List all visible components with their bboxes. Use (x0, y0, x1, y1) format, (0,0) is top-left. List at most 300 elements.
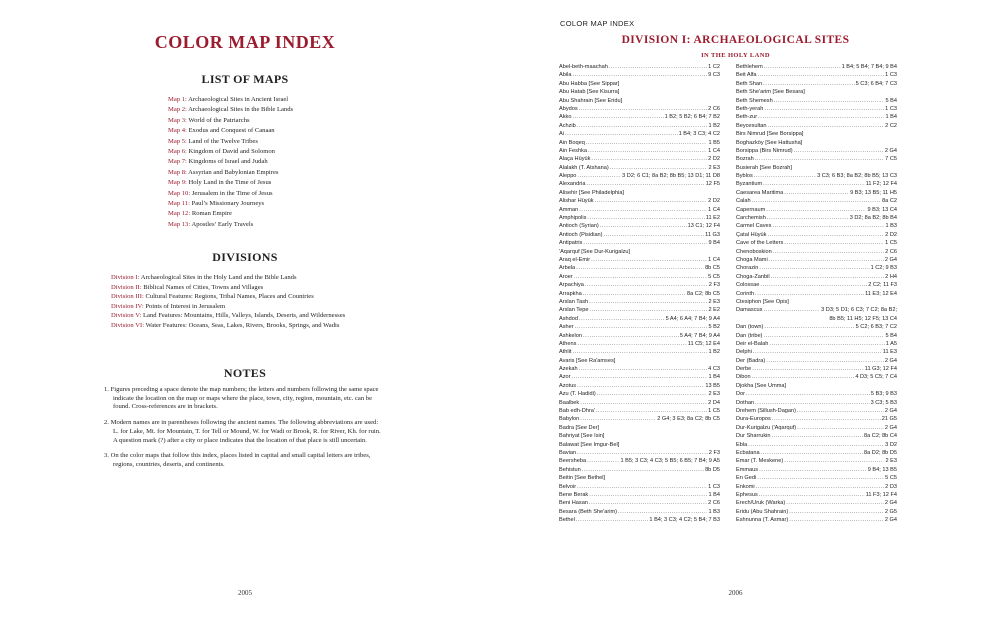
entry-name: Ain Feshka (559, 147, 587, 154)
entry-reference: 5 A4; 6 A4; 7 B4; 9 A4 (665, 315, 720, 322)
index-entry (559, 147, 720, 155)
index-entry (736, 373, 897, 381)
leader-dots (618, 508, 708, 516)
entry-name: Beth-yerah (736, 105, 764, 112)
entry-name: Bethlehem (736, 64, 763, 70)
division-list-item (111, 302, 411, 312)
entry-reference: 11 E3; 12 E4 (865, 290, 897, 297)
map-title: World of the Patriarchs (188, 116, 250, 124)
leader-dots (591, 155, 707, 163)
leader-dots (595, 197, 708, 205)
index-entry (559, 491, 720, 499)
index-entry (559, 222, 720, 230)
entry-reference: 2 E3 (885, 458, 897, 465)
division-list-item (111, 283, 411, 293)
note-item: 1. Figures preceding a space denote the map numbers; the letters and numbers following the same space indicate the location on the map or maps where the place, town, city, region, mountain, etc. can be found. Cross-references are in brackets. (104, 386, 379, 411)
entry-reference: 5 C2; 6 B3; 7 C2 (855, 324, 897, 331)
leader-dots (784, 189, 849, 197)
division-list-item (111, 292, 411, 302)
entry-name: Ashkelon (559, 332, 583, 339)
leader-dots (575, 323, 708, 331)
leader-dots (763, 80, 855, 88)
leader-dots (786, 499, 884, 507)
leader-dots (752, 365, 864, 373)
entry-reference: 8a D2; 8b D5 (864, 449, 897, 456)
leader-dots (784, 239, 884, 247)
division-label: Division III: (111, 293, 144, 301)
notes-list (104, 386, 384, 477)
index-entry (559, 382, 720, 390)
entry-name: Dan (tribe) (736, 332, 763, 339)
note-item: 2. Modern names are in parentheses following the ancient names. The following abbreviations are used: L. for Lake, Mt. for Mountain, T. for Tell or Mound, W. for Wadi or Brook, R. for River, Kh. for ruin. A question mark (?) after a city or place indicates that the location of that place is still uncertain. (104, 419, 381, 444)
entry-name: Beitin [See Bethel] (559, 475, 606, 482)
index-entry (736, 197, 897, 205)
leader-dots (583, 239, 707, 247)
leader-dots (763, 332, 884, 340)
entry-reference: 4 C3 (708, 366, 720, 373)
division-text: Points of Interest in Jerusalem (145, 302, 226, 310)
index-entry (736, 97, 897, 105)
entry-reference: 5 C5 (708, 273, 720, 280)
index-entry (559, 97, 720, 105)
entry-reference: 1 C4 (708, 256, 720, 263)
index-entry (559, 466, 720, 474)
entry-name: Ain Boqeq (559, 139, 585, 146)
leader-dots (789, 516, 884, 524)
leader-dots (797, 407, 884, 415)
index-entry (559, 499, 720, 507)
index-entry (559, 155, 720, 163)
entry-reference: 2 G4 (884, 256, 897, 263)
index-entry (736, 189, 897, 197)
entry-reference: 9 C3 (708, 72, 720, 79)
entry-reference: 2 F3 (708, 282, 720, 289)
leader-dots (577, 340, 686, 348)
map-title: Paul’s Missionary Journeys (191, 200, 265, 208)
index-entry (736, 432, 897, 440)
map-list-item (168, 178, 293, 188)
index-entry (559, 340, 720, 348)
index-entry (736, 88, 897, 96)
index-entry (736, 130, 897, 138)
leader-dots (772, 222, 884, 230)
leader-dots (756, 483, 885, 491)
left-page (0, 0, 490, 625)
entry-reference: 9 B4; 13 B5 (867, 466, 897, 473)
entry-name: Babylon (559, 416, 580, 423)
index-entry (736, 474, 897, 482)
index-entry (559, 415, 720, 423)
entry-reference: 1 B4 (885, 114, 897, 121)
entry-reference: 2 C6 (885, 248, 897, 255)
entry-name: Antioch (Pisidian) (559, 231, 603, 238)
index-entry (736, 357, 897, 365)
entry-reference: 2 G5 (884, 508, 897, 515)
map-list-item (168, 105, 293, 115)
entry-reference: 1 A5 (885, 340, 897, 347)
division-list-item (111, 321, 411, 331)
leader-dots (565, 130, 678, 138)
index-entry (736, 457, 897, 465)
entry-name: Amman (559, 206, 579, 213)
entry-name: 'Aqarquf [See Dur-Kurigalzu] (559, 248, 631, 255)
index-entry (559, 483, 720, 491)
entry-reference: 2 D2 (885, 231, 897, 238)
entry-reference: 1 B3 (708, 508, 720, 515)
entry-name: Ai (559, 131, 564, 138)
map-label: Map 8: (168, 168, 187, 176)
leader-dots (574, 273, 707, 281)
entry-reference: 13 B5 (705, 382, 720, 389)
entry-name: Belvoir (559, 483, 577, 490)
entry-name: Athens (559, 340, 577, 347)
index-entry (736, 239, 897, 247)
entry-reference: 1 C4 (708, 206, 720, 213)
leader-dots (763, 306, 820, 314)
leader-dots (579, 105, 708, 113)
entry-name: Bene Berak (559, 491, 589, 498)
entry-name: Boghazköy [See Hattusha] (736, 139, 803, 146)
index-entry (736, 415, 897, 423)
map-list-item (168, 157, 293, 167)
index-entry (559, 172, 720, 180)
map-title: Archaeological Sites in the Bible Lands (188, 106, 294, 114)
entry-name: Eshnunna (T. Asmar) (736, 517, 789, 524)
page-title: COLOR MAP INDEX (154, 32, 336, 52)
entry-name: Dur-Kurigalzu ('Aqarquf) (736, 424, 797, 431)
index-entry (559, 256, 720, 264)
map-label: Map 9: (168, 179, 187, 187)
entry-reference: 2 C6 (708, 105, 720, 112)
entry-name: Deir el-Balah (736, 340, 769, 347)
map-list-item (168, 199, 293, 209)
running-head: COLOR MAP INDEX (560, 19, 635, 28)
entry-name: Emmaus (736, 466, 759, 473)
entry-name: Ctesiphon [See Opis] (736, 298, 789, 305)
leader-dots (753, 348, 882, 356)
entry-reference: 9 B4 (708, 240, 720, 247)
index-entry (559, 441, 720, 449)
entry-name: Asher (559, 324, 574, 331)
entry-name: Alisehir [See Philadelphia] (559, 189, 624, 196)
entry-name: Abu Habba [See Sippar] (559, 80, 620, 87)
entry-reference: 11 G3; 12 F4 (864, 366, 897, 373)
entry-reference: 1 C5 (708, 408, 720, 415)
entry-reference: 5 B3; 9 B3 (870, 391, 897, 398)
entry-reference: 1 C5 (885, 240, 897, 247)
entry-reference: 2 E3 (708, 298, 720, 305)
entry-reference: 3 D2 (885, 441, 897, 448)
entry-name: Colossae (736, 282, 760, 289)
division-label: Division V: (111, 312, 142, 320)
entry-name: Dor (736, 391, 746, 398)
leader-dots (764, 323, 854, 331)
entry-reference: 11 F3; 12 F4 (865, 491, 897, 498)
entry-reference: 1 B2 (708, 349, 720, 356)
index-entry (736, 306, 897, 314)
entry-reference: 9 B3; 13 C4 (867, 206, 897, 213)
entry-name: Choga Mami (736, 256, 768, 263)
entry-name: Emar (T. Meskene) (736, 458, 784, 465)
entry-name: Borsippa (Birs Nimrud) (736, 147, 793, 154)
map-title: Land of the Twelve Tribes (188, 137, 258, 145)
entry-reference: 2 E2 (708, 307, 720, 314)
leader-dots (764, 63, 841, 71)
entry-reference: 7 C5 (885, 156, 897, 163)
leader-dots (585, 281, 708, 289)
index-entry (736, 206, 897, 214)
entry-name: Behistun (559, 466, 581, 473)
entry-reference: 2 G4 (884, 357, 897, 364)
index-entry (559, 332, 720, 340)
entry-name: Baalbek (559, 399, 580, 406)
index-entry (559, 290, 720, 298)
divisions-list (111, 273, 411, 331)
entry-reference: 2 G4; 3 E3; 8a C2; 8b C5 (657, 416, 720, 423)
index-entry (559, 80, 720, 88)
entry-name: Alaça Hüyük (559, 156, 591, 163)
entry-name: Bahriyat [See Isin] (559, 433, 605, 440)
leader-dots (760, 281, 867, 289)
entry-reference: 2 G4 (884, 408, 897, 415)
division-label: Division VI: (111, 321, 145, 329)
entry-name: Capernaum (736, 206, 766, 213)
entry-reference: 1 B5 (708, 139, 720, 146)
entry-reference: 9 B3; 13 B5; 11 H5 (850, 189, 897, 196)
index-entry (736, 63, 897, 71)
entry-reference: 8a C2; 8b C4 (864, 433, 897, 440)
entry-reference: 5 C3; 6 B4; 7 C3 (855, 80, 897, 87)
index-entry (559, 139, 720, 147)
leader-dots (752, 373, 855, 381)
entry-reference: 1 B4; 3 C3; 4 C2; 5 B4; 7 B3 (649, 517, 720, 524)
map-list (168, 95, 293, 230)
leader-dots (600, 222, 687, 230)
leader-dots (746, 390, 870, 398)
leader-dots (586, 139, 708, 147)
entry-name: En Gedi (736, 475, 757, 482)
index-entry (559, 105, 720, 113)
entry-name: Byzantium (736, 181, 763, 188)
entry-name: Beni Hasan (559, 500, 588, 507)
leader-dots (767, 231, 884, 239)
entry-name: Alexandria (559, 181, 586, 188)
index-entry (559, 164, 720, 172)
index-entry (559, 373, 720, 381)
leader-dots (772, 415, 881, 423)
leader-dots (758, 71, 885, 79)
leader-dots (586, 180, 704, 188)
index-entry (736, 323, 897, 331)
division-text: Water Features: Oceans, Seas, Lakes, Rivers, Brooks, Springs, and Wadis (145, 321, 340, 329)
entry-name: Der (Badra) (736, 357, 766, 364)
leader-dots (755, 290, 864, 298)
leader-dots (759, 466, 867, 474)
map-list-item (168, 126, 293, 136)
index-entry (559, 298, 720, 306)
entry-name: Athlit (559, 349, 572, 356)
entry-name: Erech/Uruk (Warka) (736, 500, 786, 507)
entry-reference: 1 C2; 9 B3 (870, 265, 897, 272)
map-label: Map 1: (168, 96, 187, 103)
map-title: Kingdom of David and Solomon (188, 148, 275, 156)
map-title: Exodus and Conquest of Canaan (188, 127, 275, 135)
entry-name: Beth Shemesh (736, 97, 773, 104)
entry-reference: 11 E2 (705, 215, 720, 222)
leader-dots (755, 399, 870, 407)
entry-name: Byblos (736, 173, 753, 180)
entry-name: Abel-beth-maachah (559, 64, 608, 70)
index-entry (736, 441, 897, 449)
leader-dots (748, 441, 884, 449)
entry-reference: 8b C5 (705, 265, 720, 272)
entry-reference: 2 G4 (884, 517, 897, 524)
entry-name: Beth Shan (736, 80, 763, 87)
index-entry (559, 474, 720, 482)
entry-name: Arslan Tepe (559, 307, 589, 314)
entry-name: Azu (T. Hadidi) (559, 391, 596, 398)
index-entry (559, 315, 720, 323)
map-list-item (168, 189, 293, 199)
entry-name: Balawat [See Imgur-Bel] (559, 441, 620, 448)
leader-dots (587, 214, 704, 222)
leader-dots (609, 63, 707, 71)
index-entry (559, 508, 720, 516)
index-entry (736, 248, 897, 256)
entry-name: Çatal Hüyük (736, 231, 767, 238)
map-label: Map 6: (168, 148, 187, 156)
leader-dots (580, 399, 707, 407)
entry-reference: 2 G4 (884, 147, 897, 154)
entry-name: Djokha [See Umma] (736, 382, 787, 389)
index-entry (559, 206, 720, 214)
division-label: Division I: (111, 274, 140, 281)
leader-dots (588, 147, 707, 155)
leader-dots (572, 71, 707, 79)
map-label: Map 12: (168, 210, 191, 218)
entry-reference: 5 C5 (885, 475, 897, 482)
entry-reference: 1 C3 (885, 72, 897, 79)
index-entry (559, 248, 720, 256)
leader-dots (774, 97, 885, 105)
entry-reference: 2 D4 (708, 399, 720, 406)
entry-name: Ephesus (736, 491, 758, 498)
map-title: Assyrian and Babylonian Empires (188, 168, 279, 176)
index-entry (559, 323, 720, 331)
index-column-1 (559, 63, 720, 524)
leader-dots (604, 231, 705, 239)
index-entry (736, 290, 897, 298)
map-list-item (168, 147, 293, 157)
entry-name: Araq el-Emir (559, 256, 591, 263)
map-title: Jerusalem in the Time of Jesus (191, 189, 273, 197)
index-column-2 (736, 63, 897, 524)
entry-name: Dura-Europos (736, 416, 771, 423)
index-entry (736, 516, 897, 524)
map-label: Map 10: (168, 189, 191, 197)
entry-reference: 1 B4 (708, 374, 720, 381)
entry-reference: 11 G3 (705, 231, 720, 238)
entry-name: Dur Sharrukin (736, 433, 771, 440)
index-entry (736, 298, 897, 306)
index-entry (736, 483, 897, 491)
leader-dots (759, 491, 865, 499)
entry-reference: 8b D5 (705, 466, 720, 473)
entry-reference: 3 C3; 6 B3; 8a B2; 8b B5; 13 C3 (817, 173, 897, 180)
index-entry (736, 139, 897, 147)
index-entry (559, 365, 720, 373)
index-entry (736, 449, 897, 457)
leader-dots (752, 197, 881, 205)
index-entry (736, 155, 897, 163)
leader-dots (789, 508, 884, 516)
index-entry (559, 63, 720, 71)
leader-dots (596, 407, 707, 415)
index-entry (736, 365, 897, 373)
leader-dots (771, 273, 885, 281)
index-entry (559, 407, 720, 415)
entry-name: Dibon (736, 374, 751, 381)
entry-name: Corinth (736, 290, 755, 297)
index-entry (559, 516, 720, 524)
index-entry (559, 348, 720, 356)
entry-reference: 5 B4 (885, 97, 897, 104)
entry-reference: 12 F5 (705, 181, 720, 188)
index-entry (559, 281, 720, 289)
leader-dots (758, 113, 884, 121)
index-entry (736, 273, 897, 281)
entry-name: Busierah [See Bozrah] (736, 164, 792, 171)
entry-name: Ebla (736, 441, 748, 448)
page-number-left: 2005 (238, 589, 252, 597)
entry-name: Azotus (559, 382, 577, 389)
map-title: Apostles’ Early Travels (191, 220, 254, 228)
index-entry (736, 508, 897, 516)
leader-dots (577, 172, 621, 180)
index-entry (559, 189, 720, 197)
leader-dots (597, 390, 708, 398)
entry-name: Antipatris (559, 240, 583, 247)
entry-reference: 1 C2 (708, 64, 720, 70)
entry-reference: 1 C4 (708, 147, 720, 154)
index-entry (736, 390, 897, 398)
leader-dots (591, 256, 707, 264)
entry-name: Alalakh (T. Atshana) (559, 164, 609, 171)
leader-dots (579, 365, 708, 373)
index-entry (559, 264, 720, 272)
entry-reference: 11 F2; 12 F4 (865, 181, 897, 188)
division-list-item (111, 273, 411, 283)
leader-dots (769, 256, 884, 264)
index-entry (736, 499, 897, 507)
entry-reference: 2 G4 (884, 424, 897, 431)
map-list-item (168, 95, 293, 105)
list-of-maps-heading: LIST OF MAPS (201, 72, 289, 86)
index-entry (559, 306, 720, 314)
leader-dots (784, 457, 884, 465)
leader-dots (766, 357, 884, 365)
entry-reference: 11 C5; 12 E4 (687, 340, 720, 347)
entry-reference: 11 E3 (882, 349, 897, 356)
entry-reference: 8a C2; 8b C5 (687, 290, 720, 297)
index-entry (736, 256, 897, 264)
map-list-item (168, 168, 293, 178)
entry-name: Abu Hatab [See Kisurra] (559, 89, 620, 96)
entry-reference: 21 G5 (881, 416, 897, 423)
index-entry (559, 88, 720, 96)
index-entry-continuation: 8b B5; 11 H5; 12 F5; 13 C4 (829, 315, 897, 322)
entry-name: Aleppo (559, 173, 577, 180)
